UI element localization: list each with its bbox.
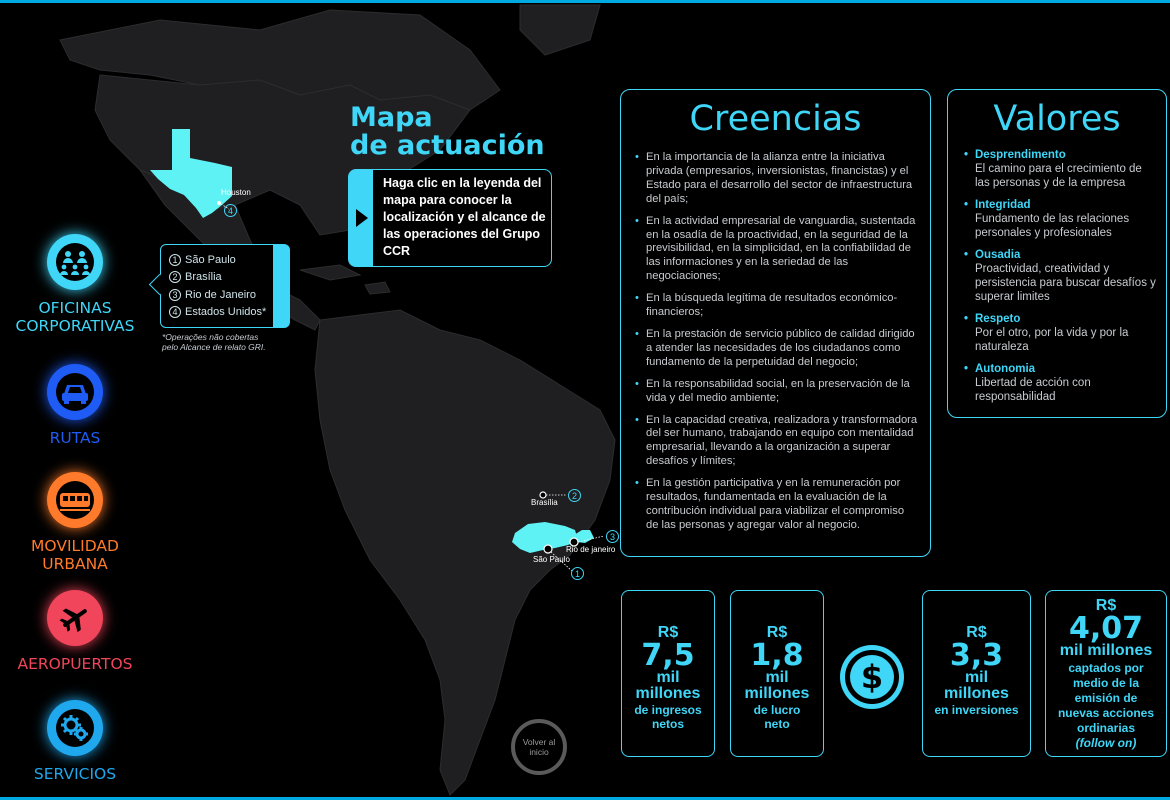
legend-list (169, 251, 266, 321)
category-movilidad-urbana[interactable] (0, 472, 150, 573)
car-icon (47, 364, 103, 420)
category-label-line1: MOVILIDAD (31, 537, 119, 555)
instruction-box (348, 169, 552, 267)
legend-item-rio[interactable] (169, 286, 266, 304)
valores-panel (947, 89, 1167, 418)
value-desc: Libertad de acción con responsabilidad (975, 377, 1091, 403)
title-line-1: Mapa (350, 102, 433, 133)
stat-desc-2: neto (764, 717, 790, 731)
legend-item-brasilia[interactable] (169, 269, 266, 287)
legend-footnote (162, 332, 266, 352)
category-label (0, 537, 150, 573)
creencias-title: Creencias (689, 99, 862, 139)
legend-label: Rio de Janeiro (185, 288, 256, 301)
stat-desc-5: ordinarias (1076, 721, 1136, 735)
stat-value: 3,3 (949, 638, 1004, 673)
stat-desc-1: de ingresos (634, 703, 702, 717)
houston-marker (217, 201, 221, 205)
greenland-shape (520, 5, 600, 55)
stat-value: 4,07 (1068, 611, 1144, 646)
stat-unit-1: mil (656, 669, 680, 686)
category-label-line1: SERVICIOS (33, 765, 117, 783)
stat-value: 7,5 (641, 638, 695, 673)
value-desc: El camino para el crecimiento de las personas y de la empresa (975, 163, 1142, 189)
legend-number: 1 (169, 254, 181, 266)
list-item: • En la importancia de la alianza entre la iniciativa privada (empresarios, inversionistas, financistas) y el Estado para el desarrollo del sector de infraestructura del país; (635, 151, 918, 207)
brasilia-number[interactable]: 2 (568, 489, 581, 502)
stat-desc-2: netos (651, 717, 684, 731)
stat-unit-1: mil (964, 669, 989, 686)
category-rutas[interactable] (0, 364, 150, 447)
sao-paulo-label: São Paulo (533, 555, 570, 564)
stat-captados (1045, 590, 1167, 757)
volver-label: Volver al inicio (522, 737, 556, 757)
stat-currency: R$ (966, 624, 987, 641)
value-desc: Proactividad, creatividad y persistencia para buscar desafíos y superar limites (975, 263, 1156, 303)
train-icon (47, 472, 103, 528)
stat-desc-1: en inversiones (934, 703, 1019, 717)
stat-desc-1: de lucro (753, 703, 801, 717)
list-item (964, 148, 1156, 190)
list-item (964, 198, 1156, 240)
dollar-icon (840, 645, 904, 709)
value-name: • Integridad (964, 198, 1156, 212)
stat-ingresos (621, 590, 715, 757)
list-item: • En la gestión participativa y en la remuneración por resultados, fundamentada en la evaluación de la contribución individual para viabilizar el compromiso de las personas y agregar valor al negocio. (635, 477, 918, 533)
legend-bar (273, 245, 289, 327)
value-desc: Fundamento de las relaciones personales y profesionales (975, 213, 1130, 239)
list-item (964, 362, 1156, 404)
valores-title: Valores (993, 99, 1121, 139)
rio-number[interactable]: 3 (606, 530, 619, 543)
instruction-text: Haga clic en la leyenda del mapa para conocer la localización y el alcance de las operaciones del Grupo CCR (383, 176, 546, 258)
stat-desc-4: nuevas acciones (1057, 706, 1155, 720)
list-item (964, 312, 1156, 354)
value-name: • Ousadia (964, 248, 1156, 262)
category-servicios[interactable] (0, 700, 150, 783)
legend-number: 4 (169, 306, 181, 318)
stat-desc-2: medio de la (1072, 676, 1140, 690)
category-label (0, 429, 150, 447)
stat-currency: R$ (657, 624, 679, 641)
stat-lucro (730, 590, 824, 757)
dollar-symbol: $ (850, 655, 894, 699)
category-label-line2: URBANA (42, 555, 108, 573)
stat-unit-2: millones (744, 685, 810, 702)
footnote-line-2: pelo Alcance de relato GRI. (162, 342, 266, 352)
legend-item-sao-paulo[interactable] (169, 251, 266, 269)
stat-desc-6: (follow on) (1075, 736, 1137, 750)
list-item: • En la prestación de servicio público de calidad dirigido a atender las necesidades de los ciudadanos como fundamento de la perpetuidad del negocio; (635, 328, 918, 370)
people-icon (47, 234, 103, 290)
gears-icon (47, 700, 103, 756)
list-item: • En la búsqueda legítima de resultados económico-financieros; (635, 292, 918, 320)
list-item: • En la responsabilidad social, en la preservación de la vida y del medio ambiente; (635, 378, 918, 406)
list-item (964, 248, 1156, 304)
legend-label: Estados Unidos* (185, 306, 267, 319)
value-name: • Respeto (964, 312, 1156, 326)
list-item: • En la capacidad creativa, realizadora y transformadora del ser humano, trabajando en equipo con mentalidad empresarial, llevando a la organización a superar desafíos y límites; (635, 414, 918, 470)
category-label-line2: CORPORATIVAS (15, 317, 135, 335)
cuba-shape (300, 265, 360, 280)
legend-label: Brasília (185, 271, 222, 284)
airplane-icon (47, 590, 103, 646)
value-name: • Autonomia (964, 362, 1156, 376)
value-name: • Desprendimento (964, 148, 1156, 162)
stat-unit-1: mil millones (1059, 642, 1153, 659)
volver-al-inicio-button[interactable] (511, 719, 567, 775)
map-legend (160, 244, 290, 328)
stat-desc-3: emisión de (1074, 691, 1138, 705)
rio-label: Rio de janeiro (566, 545, 616, 554)
stat-unit-2: millones (635, 685, 701, 702)
stat-unit-2: millones (944, 685, 1009, 702)
legend-item-usa[interactable] (169, 304, 266, 322)
stat-value: 1,8 (750, 638, 804, 673)
value-desc: Por el otro, por la vida y por la naturaleza (975, 327, 1129, 353)
hispaniola-shape (365, 282, 390, 294)
legend-number: 2 (169, 271, 181, 283)
houston-label: Houston (221, 188, 251, 197)
stat-unit-1: mil (765, 669, 789, 686)
category-label-line1: AEROPUERTOS (17, 655, 133, 673)
houston-number[interactable]: 4 (224, 204, 237, 217)
creencias-panel (620, 89, 931, 557)
creencias-list (635, 151, 918, 533)
legend-number: 3 (169, 289, 181, 301)
sao-paulo-number[interactable]: 1 (571, 567, 584, 580)
list-item: • En la actividad empresarial de vanguardia, sustentada en la osadía de la proactividad, en la seguridad de la previsibilidad, en la simplicidad, en la confiabilidad de las informaciones y en la seriedad de las negociaciones; (635, 215, 918, 285)
category-oficinas-corporativas[interactable] (0, 234, 150, 335)
title-line-2: de actuación (350, 130, 545, 161)
stat-currency: R$ (766, 624, 788, 641)
category-label (0, 299, 150, 335)
stat-inversiones (922, 590, 1031, 757)
category-label-line1: RUTAS (49, 429, 101, 447)
footnote-line-1: *Operações não cobertas (162, 332, 259, 342)
page-title (350, 104, 545, 160)
brasilia-label: Brasília (531, 498, 558, 507)
legend-label: São Paulo (185, 253, 236, 266)
category-label-line1: OFICINAS (38, 299, 112, 317)
sao-paulo-marker (544, 545, 552, 553)
play-icon (356, 209, 368, 227)
stat-desc-1: captados por (1068, 661, 1144, 675)
stat-currency: R$ (1095, 597, 1117, 614)
category-label (0, 765, 150, 783)
instruction-tab (349, 170, 373, 266)
valores-list (964, 148, 1156, 404)
category-label (0, 655, 150, 673)
category-aeropuertos[interactable] (0, 590, 150, 673)
